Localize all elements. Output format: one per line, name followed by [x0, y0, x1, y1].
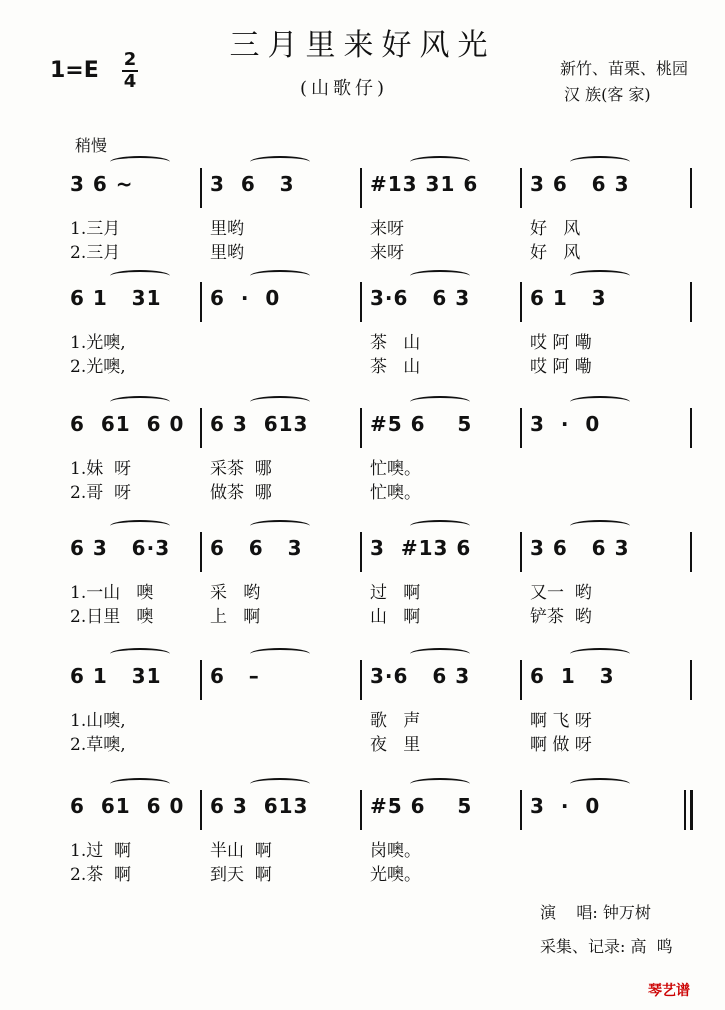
lyric-verse-2: 山 啊	[370, 607, 421, 627]
measure-notes: 6 1 3	[530, 286, 607, 310]
recorder-name: 高 鸣	[630, 937, 673, 956]
slur-mark	[250, 520, 310, 532]
slur-mark	[250, 648, 310, 660]
lyric-verse-2: 做茶 哪	[210, 483, 272, 503]
score-row	[60, 512, 700, 652]
slur-mark	[110, 156, 170, 168]
slur-mark	[110, 778, 170, 790]
score-row	[60, 388, 700, 528]
bar-line	[200, 282, 202, 322]
measure-notes: 6 61 6 0	[70, 412, 185, 436]
measure-notes: 3 6 6 3	[530, 536, 630, 560]
origin-region: 新竹、苗栗、桃园	[560, 59, 689, 78]
lyric-verse-1: 来呀	[370, 219, 404, 239]
lyric-verse-2: 到天 啊	[210, 865, 272, 885]
measure-notes: 3 6 6 3	[530, 172, 630, 196]
lyric-verse-1: 哎 阿 嘞	[530, 333, 592, 353]
slur-mark	[250, 156, 310, 168]
site-logo: 琴艺谱	[648, 983, 690, 999]
measure-notes: #5 6 5	[370, 794, 473, 818]
measure-notes: #5 6 5	[370, 412, 473, 436]
slur-mark	[410, 156, 470, 168]
lyric-verse-2: 2.三月	[70, 243, 121, 263]
lyric-verse-2: 来呀	[370, 243, 404, 263]
meter-bottom: 4	[123, 71, 137, 92]
score-row	[60, 770, 700, 910]
slur-mark	[570, 270, 630, 282]
measure-notes: 6 3 613	[210, 412, 309, 436]
lyric-verse-2: 夜 里	[370, 735, 421, 755]
slur-mark	[570, 156, 630, 168]
bar-line	[520, 282, 522, 322]
lyric-verse-1: 忙噢。	[370, 459, 421, 479]
lyric-verse-1: 岗噢。	[370, 841, 421, 861]
lyric-verse-2: 哎 阿 嘞	[530, 357, 592, 377]
lyric-verse-2: 2.光噢,	[70, 357, 126, 377]
lyric-verse-1: 1.妹 呀	[70, 459, 132, 479]
bar-line	[520, 660, 522, 700]
bar-line	[360, 408, 362, 448]
lyric-verse-2: 2.日里 噢	[70, 607, 154, 627]
lyric-verse-1: 茶 山	[370, 333, 421, 353]
slur-mark	[110, 270, 170, 282]
score-row	[60, 262, 700, 402]
bar-line	[360, 660, 362, 700]
song-subtitle: (山歌仔)	[300, 78, 389, 99]
bar-line	[200, 408, 202, 448]
lyric-verse-1: 采茶 哪	[210, 459, 272, 479]
bar-line	[690, 660, 692, 700]
measure-notes: 6 6 3	[210, 536, 303, 560]
singer-name: 钟万树	[602, 903, 651, 922]
lyric-verse-1: 1.三月	[70, 219, 121, 239]
measure-notes: #13 31 6	[370, 172, 479, 196]
lyric-verse-2: 里哟	[210, 243, 244, 263]
measure-notes: 6 3 613	[210, 794, 309, 818]
measure-notes: 3 · 0	[530, 412, 601, 436]
slur-mark	[250, 778, 310, 790]
bar-line	[360, 282, 362, 322]
measure-notes: 3 6 ~	[70, 172, 134, 196]
measure-notes: 3·6 6 3	[370, 664, 471, 688]
lyric-verse-1: 1.光噢,	[70, 333, 126, 353]
slur-mark	[250, 396, 310, 408]
credits	[540, 896, 673, 964]
lyric-verse-1: 采 哟	[210, 583, 261, 603]
bar-line	[690, 408, 692, 448]
slur-mark	[110, 396, 170, 408]
slur-mark	[250, 270, 310, 282]
bar-line	[200, 532, 202, 572]
bar-line	[360, 532, 362, 572]
meter-top: 2	[123, 49, 137, 70]
measure-notes: 6 –	[210, 664, 260, 688]
recorder-label: 采集、记录:	[540, 937, 626, 956]
lyric-verse-1: 歌 声	[370, 711, 421, 731]
slur-mark	[410, 520, 470, 532]
tempo-marking: 稍慢	[75, 136, 108, 155]
measure-notes: 3 #13 6	[370, 536, 472, 560]
lyric-verse-1: 半山 啊	[210, 841, 272, 861]
bar-line	[520, 790, 522, 830]
final-bar-line	[684, 790, 686, 830]
slur-mark	[410, 396, 470, 408]
slur-mark	[110, 520, 170, 532]
bar-line	[360, 168, 362, 208]
lyric-verse-2: 2.哥 呀	[70, 483, 132, 503]
lyric-verse-2: 茶 山	[370, 357, 421, 377]
key-signature: 1=E	[50, 58, 99, 83]
singer-label: 演 唱:	[540, 903, 598, 922]
bar-line	[200, 660, 202, 700]
lyric-verse-2: 光噢。	[370, 865, 421, 885]
lyric-verse-2: 2.茶 啊	[70, 865, 132, 885]
measure-notes: 3 · 0	[530, 794, 601, 818]
slur-mark	[410, 648, 470, 660]
lyric-verse-2: 铲茶 哟	[530, 607, 592, 627]
song-title: 三月里来好风光	[229, 28, 496, 63]
lyric-verse-1: 好 风	[530, 219, 581, 239]
bar-line	[690, 532, 692, 572]
lyric-verse-1: 过 啊	[370, 583, 421, 603]
measure-notes: 3·6 6 3	[370, 286, 471, 310]
bar-line	[520, 168, 522, 208]
lyric-verse-1: 里哟	[210, 219, 244, 239]
bar-line	[690, 168, 692, 208]
measure-notes: 6 61 6 0	[70, 794, 185, 818]
slur-mark	[570, 520, 630, 532]
measure-notes: 6 1 31	[70, 286, 162, 310]
slur-mark	[570, 648, 630, 660]
measure-notes: 3 6 3	[210, 172, 295, 196]
lyric-verse-2: 忙噢。	[370, 483, 421, 503]
singer-line	[540, 896, 673, 930]
bar-line	[690, 282, 692, 322]
slur-mark	[570, 396, 630, 408]
bar-line	[690, 790, 693, 830]
slur-mark	[110, 648, 170, 660]
slur-mark	[410, 778, 470, 790]
lyric-verse-2: 2.草噢,	[70, 735, 126, 755]
slur-mark	[570, 778, 630, 790]
bar-line	[360, 790, 362, 830]
time-signature	[120, 49, 140, 92]
bar-line	[200, 168, 202, 208]
lyric-verse-2: 啊 做 呀	[530, 735, 592, 755]
slur-mark	[410, 270, 470, 282]
lyric-verse-2: 上 啊	[210, 607, 261, 627]
recorder-line	[540, 930, 673, 964]
lyric-verse-1: 1.一山 噢	[70, 583, 154, 603]
score-row	[60, 640, 700, 780]
lyric-verse-1: 又一 哟	[530, 583, 592, 603]
origin-info	[560, 56, 688, 108]
measure-notes: 6 1 31	[70, 664, 162, 688]
measure-notes: 6 1 3	[530, 664, 615, 688]
bar-line	[520, 532, 522, 572]
lyric-verse-1: 1.山噢,	[70, 711, 126, 731]
bar-line	[200, 790, 202, 830]
measure-notes: 6 3 6·3	[70, 536, 171, 560]
bar-line	[520, 408, 522, 448]
lyric-verse-1: 啊 飞 呀	[530, 711, 592, 731]
origin-ethnicity: 汉 族(客 家)	[564, 85, 651, 104]
lyric-verse-2: 好 风	[530, 243, 581, 263]
measure-notes: 6 · 0	[210, 286, 281, 310]
lyric-verse-1: 1.过 啊	[70, 841, 132, 861]
